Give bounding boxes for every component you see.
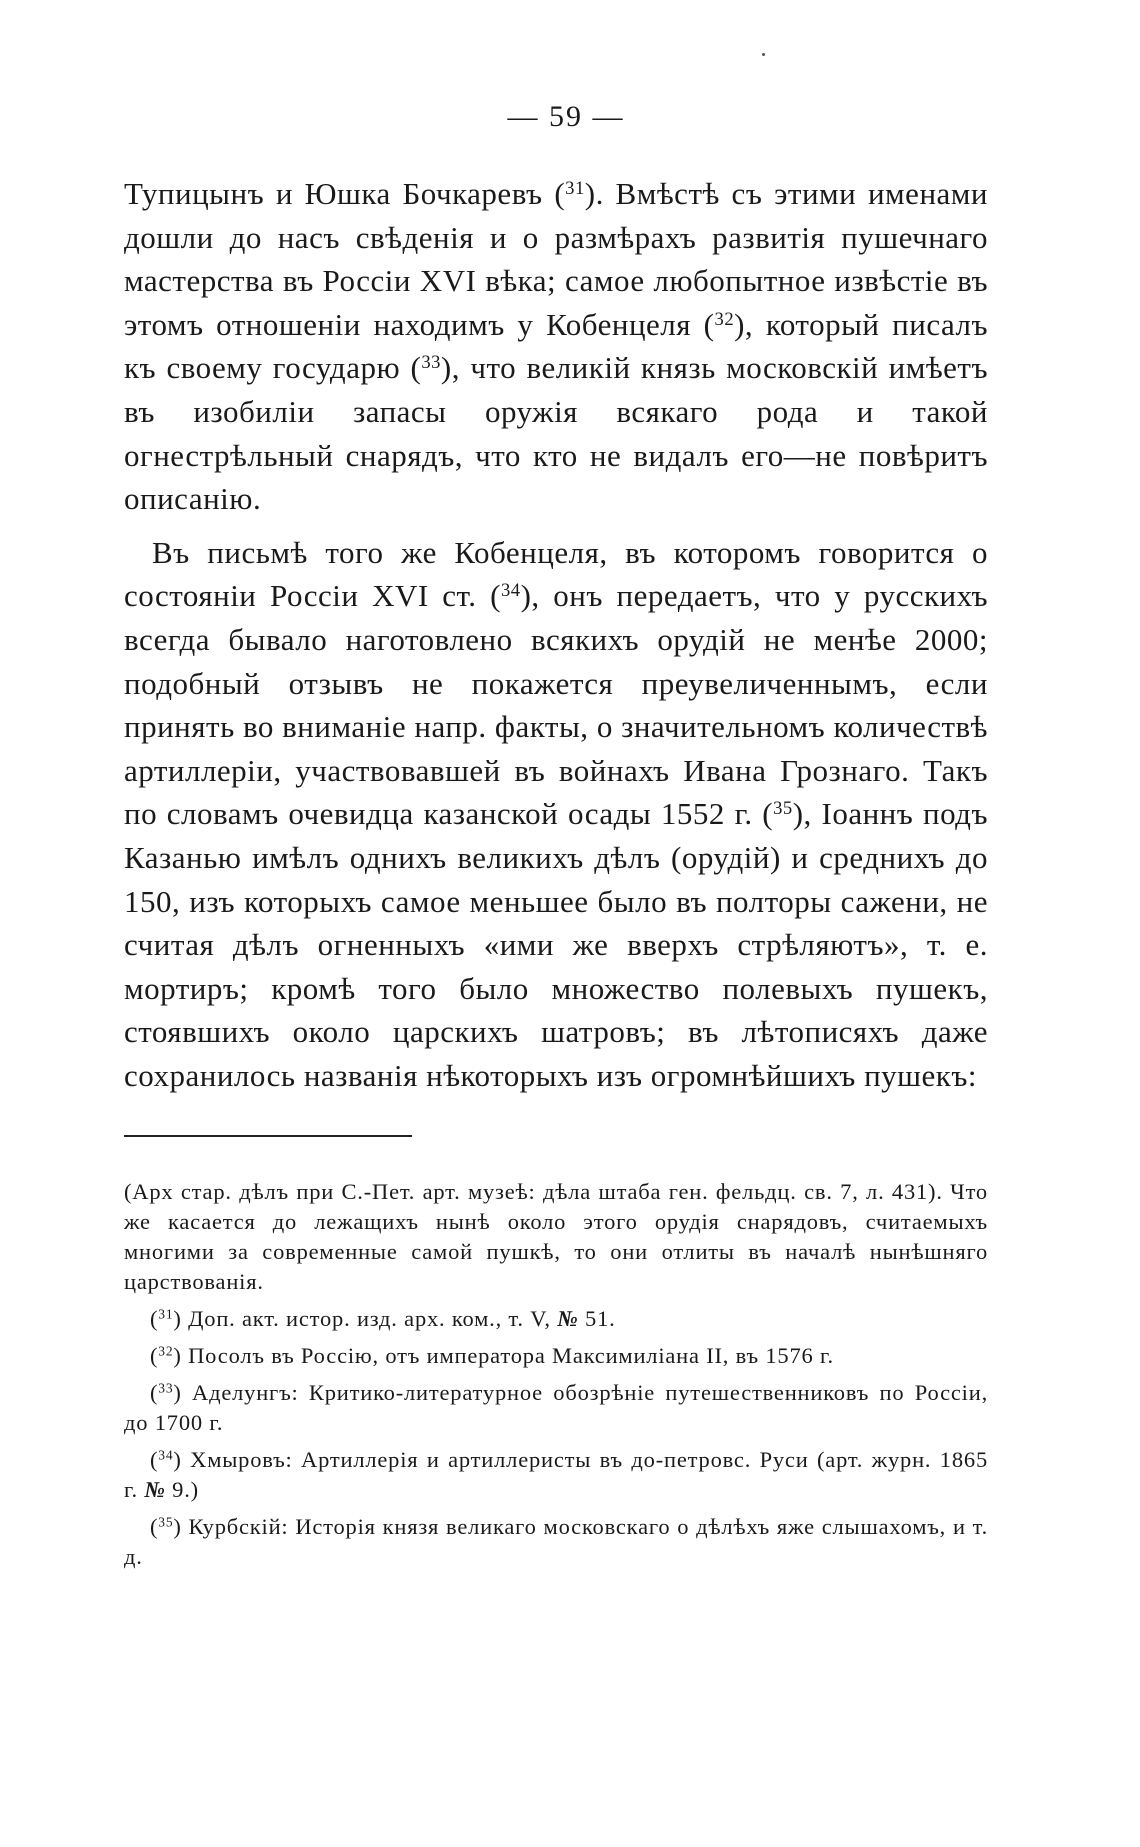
paragraph-1 [124,172,988,521]
main-text [124,172,988,1097]
footnote-33 [124,1378,988,1438]
numero-sign: № [557,1306,579,1332]
footnotes [124,1177,988,1572]
text-run: Тупицынъ и Юшка Бочкаревъ ( [124,176,566,211]
text-run: ), который писалъ къ своему государю ( [124,306,988,386]
footnote-ref-31: 31 [565,177,585,199]
text-run: ( [150,1306,159,1332]
footnote-ref-35: 35 [773,798,793,820]
page-number: — 59 — [507,100,625,133]
footnote-continuation [124,1177,988,1297]
footnote-32 [124,1341,988,1371]
footnote-ref-33: 33 [158,1381,174,1397]
text-run: ( [150,1447,159,1473]
text-run: Въ письмѣ того же Кобенцеля, въ которомъ говорится о состояніи Россіи XVI ст. ( [124,534,988,614]
text-run: ) Посолъ въ Россію, отъ императора Максимиліана II, въ 1576 г. [173,1343,834,1369]
numero-sign: № [144,1477,166,1503]
text-run: 51. [578,1306,616,1332]
text-run: ) Доп. акт. истор. изд. арх. ком., т. V, [173,1306,558,1332]
text-run: ), Іоаннъ подъ Казанью имѣлъ однихъ великихъ дѣлъ (орудій) и среднихъ до 150, изъ которыхъ самое меньшее было въ полторы сажени, не считая дѣлъ огненныхъ «ими же вверхъ стрѣляютъ», т. е. мортиръ; кромѣ того было множество полевыхъ пушекъ, стоявшихъ около царскихъ шатровъ; въ лѣтописяхъ даже сохранилось названія нѣкоторыхъ изъ огромнѣйшихъ пушекъ: [124,796,988,1093]
text-run: ), онъ передаетъ, что у русскихъ всегда бывало наготовлено всякихъ орудій не менѣе 2000; подобный отзывъ не покажется преувеличеннымъ, если принять во вниманіе напр. факты, о значительномъ количествѣ артиллеріи, участвовавшей въ войнахъ Ивана Грознаго. Такъ по словамъ очевидца казанской осады 1552 г. ( [124,578,988,832]
footnote-ref-33: 33 [421,352,441,374]
text-run: ( [150,1514,159,1540]
text-run: ). Вмѣстѣ съ этими именами дошли до насъ свѣденія и о размѣрахъ развитія пушечнаго мастерства въ Россіи XVI вѣка; самое любопытное извѣстіе въ этомъ отношеніи находимъ у Кобенцеля ( [124,176,988,342]
footnote-ref-31: 31 [158,1307,174,1323]
text-run: ) Хмыровъ: Артиллерія и артиллеристы въ до-петровс. Руси (арт. журн. 1865 г. [124,1447,988,1503]
paragraph-2 [124,531,988,1098]
text-run: 9.) [165,1477,199,1503]
footnote-ref-34: 34 [158,1448,174,1464]
footnote-ref-32: 32 [158,1344,174,1360]
text-run: ( [150,1380,159,1406]
text-run: ), что великій князь московскій имѣетъ въ изобиліи запасы оружія всякаго рода и такой огнестрѣльный снарядъ, что кто не видалъ его—не повѣритъ описанію. [124,350,988,517]
page [124,100,988,1579]
text-run: ) Аделунгъ: Критико-литературное обозрѣніе путешественниковъ по Россіи, до 1700 г. [124,1380,988,1436]
text-run: (Арх стар. дѣлъ при С.-Пет. арт. музеѣ: дѣла штаба ген. фельдц. св. 7, л. 431). Что же касается до лежащихъ нынѣ около этого орудія снарядовъ, считаемыхъ многими за современные самой пушкѣ, то они отлиты въ началѣ нынѣшняго царствованія. [124,1179,988,1295]
footnote-ref-32: 32 [714,308,735,330]
footnote-ref-34: 34 [500,580,521,602]
footnote-35 [124,1512,988,1572]
footnote-34 [124,1445,988,1505]
footnote-31 [124,1304,988,1334]
footnote-ref-35: 35 [158,1515,174,1531]
text-run: ) Курбскій: Исторія князя великаго московскаго о дѣлѣхъ яже слышахомъ, и т. д. [124,1514,988,1570]
scan-speck [762,53,765,56]
footnote-separator [124,1135,412,1137]
text-run: ( [150,1343,159,1369]
